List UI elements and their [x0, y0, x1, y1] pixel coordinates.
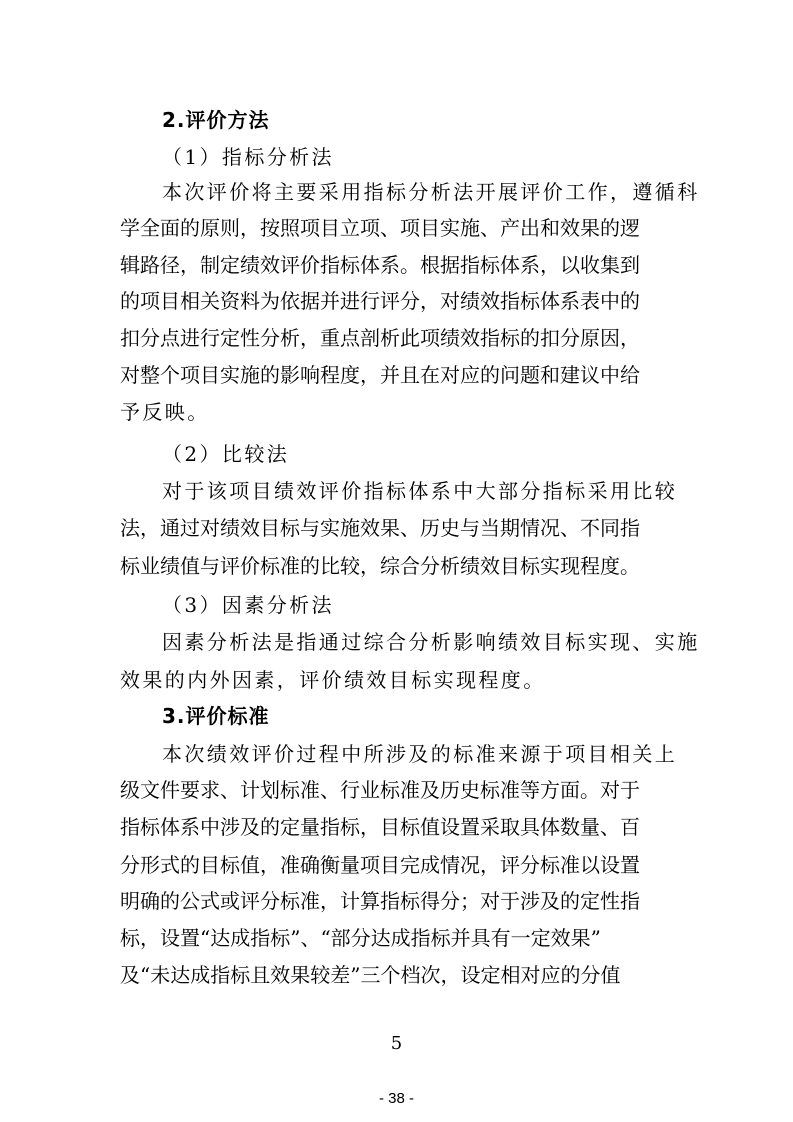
paragraph-line: 及“未达成指标且效果较差”三个档次，设定相对应的分值 — [120, 963, 621, 987]
page-number: 5 — [390, 1033, 403, 1054]
paragraph-line: 法，通过对绩效目标与实施效果、历史与当期情况、不同指 — [120, 516, 640, 540]
paragraph-line: 效果的内外因素，评价绩效目标实现程度。 — [120, 668, 546, 692]
paragraph-line: 对整个项目实施的影响程度，并且在对应的问题和建议中给 — [120, 363, 640, 387]
footer-page-number: - 38 - — [378, 1090, 414, 1107]
paragraph-line: 因素分析法是指通过综合分析影响绩效目标实现、实施 — [162, 630, 700, 654]
paragraph-line: 分形式的目标值，准确衡量项目完成情况，评分标准以设置 — [120, 853, 640, 877]
subsection-title: （2）比较法 — [162, 442, 290, 466]
paragraph-line: 本次绩效评价过程中所涉及的标准来源于项目相关上 — [162, 742, 678, 766]
subsection-title: （3）因素分析法 — [162, 593, 334, 617]
paragraph-line: 标业绩值与评价标准的比较，综合分析绩效目标实现程度。 — [120, 554, 640, 578]
paragraph-line: 级文件要求、计划标准、行业标准及历史标准等方面。对于 — [120, 778, 640, 802]
paragraph-line: 予反映。 — [120, 400, 210, 424]
paragraph-line: 学全面的原则，按照项目立项、项目实施、产出和效果的逻 — [120, 216, 640, 240]
paragraph-line: 本次评价将主要采用指标分析法开展评价工作，遵循科 — [162, 180, 700, 204]
paragraph-line: 扣分点进行定性分析，重点剖析此项绩效指标的扣分原因， — [120, 326, 640, 350]
paragraph-line: 的项目相关资料为依据并进行评分，对绩效指标体系表中的 — [120, 289, 640, 313]
section-heading: 2.评价方法 — [162, 108, 270, 132]
section-heading: 3.评价标准 — [162, 704, 270, 728]
paragraph-line: 标，设置“达成指标”、“部分达成指标并具有一定效果” — [120, 926, 601, 950]
paragraph-line: 对于该项目绩效评价指标体系中大部分指标采用比较 — [162, 479, 678, 503]
subsection-title: （1）指标分析法 — [162, 145, 334, 169]
paragraph-line: 指标体系中涉及的定量指标，目标值设置采取具体数量、百 — [120, 815, 640, 839]
paragraph-line: 辑路径，制定绩效评价指标体系。根据指标体系，以收集到 — [120, 253, 640, 277]
paragraph-line: 明确的公式或评分标准，计算指标得分；对于涉及的定性指 — [120, 889, 640, 913]
